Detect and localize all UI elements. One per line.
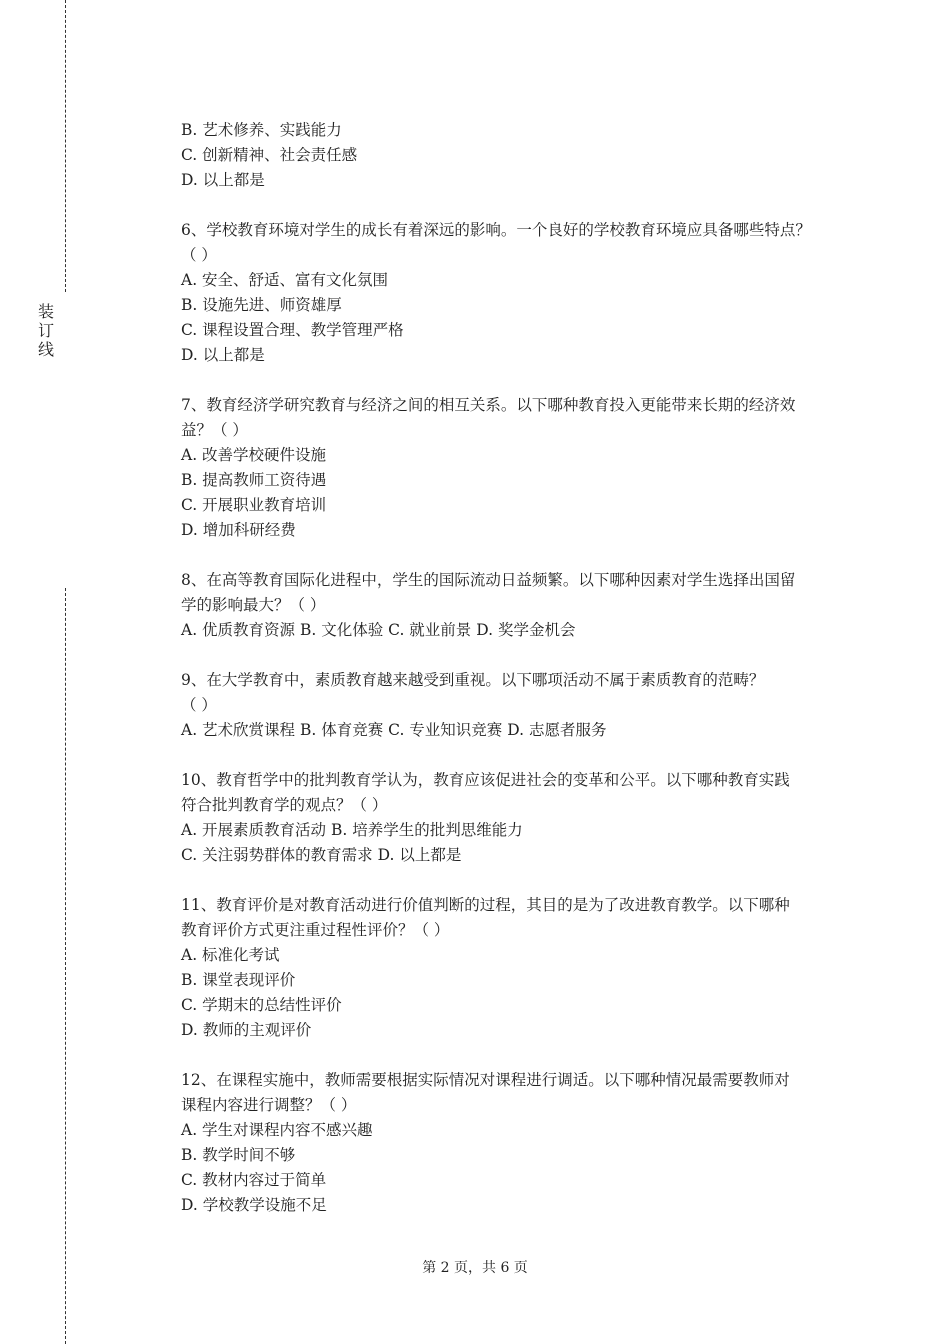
question-stem: 12、在课程实施中，教师需要根据实际情况对课程进行调适。以下哪种情况最需要教师对 [181,1071,790,1089]
question-stem: 10、教育哲学中的批判教育学认为，教育应该促进社会的变革和公平。以下哪种教育实践 [181,771,790,789]
option: B. 提高教师工资待遇 [181,471,327,489]
binding-char: 订 [37,321,54,340]
option: C. 开展职业教育培训 [181,496,327,514]
question-stem: 11、教育评价是对教育活动进行价值判断的过程，其目的是为了改进教育教学。以下哪种 [181,896,790,914]
option: C. 创新精神、社会责任感 [181,146,358,164]
option-row: A. 开展素质教育活动 B. 培养学生的批判思维能力 [181,821,523,839]
question-stem: 9、在大学教育中，素质教育越来越受到重视。以下哪项活动不属于素质教育的范畴？ [181,671,765,689]
option: A. 安全、舒适、富有文化氛围 [181,271,389,289]
question-stem: 课程内容进行调整？（ ） [181,1096,357,1114]
option: B. 教学时间不够 [181,1146,296,1164]
question-stem: （ ） [181,696,217,714]
question-stem: 6、学校教育环境对学生的成长有着深远的影响。一个良好的学校教育环境应具备哪些特点？ [181,221,811,239]
option: A. 学生对课程内容不感兴趣 [181,1121,373,1139]
option-row: C. 关注弱势群体的教育需求 D. 以上都是 [181,846,462,864]
option-row: A. 优质教育资源 B. 文化体验 C. 就业前景 D. 奖学金机会 [181,621,576,639]
question-7 [181,393,851,543]
question-stem: 符合批判教育学的观点？（ ） [181,796,388,814]
continued-options [181,118,851,193]
page-number: 第 2 页，共 6 页 [422,1260,528,1276]
question-stem: 学的影响最大？（ ） [181,596,326,614]
question-stem: （ ） [181,246,217,264]
option: C. 学期末的总结性评价 [181,996,342,1014]
question-stem: 8、在高等教育国际化进程中，学生的国际流动日益频繁。以下哪种因素对学生选择出国留 [181,571,796,589]
question-10 [181,768,851,868]
binding-dashed-line-top [65,0,66,292]
option: C. 教材内容过于简单 [181,1171,327,1189]
binding-label [36,302,56,359]
option: D. 增加科研经费 [181,521,296,539]
option: D. 学校教学设施不足 [181,1196,327,1214]
binding-char: 线 [37,340,54,359]
question-12 [181,1068,851,1218]
option: A. 标准化考试 [181,946,280,964]
question-stem: 益？（ ） [181,421,248,439]
question-11 [181,893,851,1043]
question-list [181,118,851,1218]
question-9 [181,668,851,743]
question-6 [181,218,851,368]
option: D. 以上都是 [181,171,265,189]
question-8 [181,568,851,643]
option: A. 改善学校硬件设施 [181,446,327,464]
option: B. 课堂表现评价 [181,971,296,989]
option: C. 课程设置合理、教学管理严格 [181,321,404,339]
binding-dashed-line-bottom [65,588,66,1344]
option: D. 以上都是 [181,346,265,364]
option-row: A. 艺术欣赏课程 B. 体育竞赛 C. 专业知识竞赛 D. 志愿者服务 [181,721,607,739]
option: B. 设施先进、师资雄厚 [181,296,342,314]
question-stem: 教育评价方式更注重过程性评价？（ ） [181,921,450,939]
question-stem: 7、教育经济学研究教育与经济之间的相互关系。以下哪种教育投入更能带来长期的经济效 [181,396,796,414]
option: B. 艺术修养、实践能力 [181,121,342,139]
binding-char: 装 [37,302,54,321]
option: D. 教师的主观评价 [181,1021,312,1039]
